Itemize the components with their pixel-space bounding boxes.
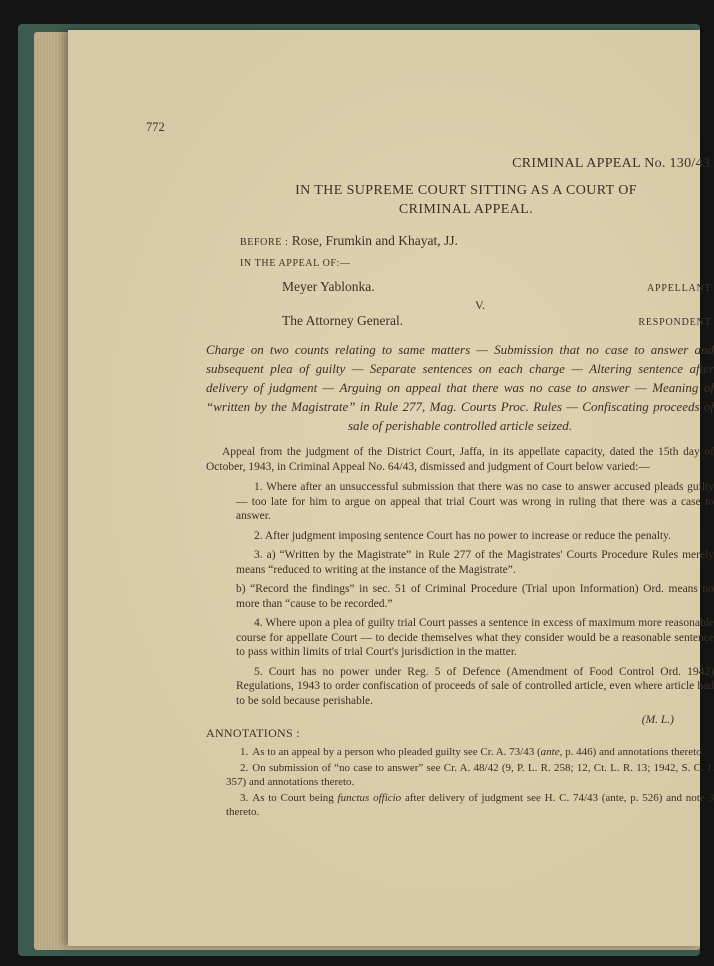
holding-item: 2. After judgment imposing sentence Court has no power to increase or reduce the penalty. <box>254 529 671 542</box>
before-line <box>206 233 714 250</box>
court-title-line2: CRIMINAL APPEAL. <box>398 202 534 217</box>
reporter-initials: (M. L.) <box>641 714 674 726</box>
annotation-italic: functus officio <box>337 792 402 804</box>
holding-item: 1. Where after an unsuccessful submission that there was no case to answer accused pleads guilty — too late for him to argue on appeal that trial Court was wrong in ruling that there was a case to answer. <box>236 481 714 522</box>
versus: V. <box>474 298 486 312</box>
annotations-list <box>206 745 714 819</box>
holding-item: 4. Where upon a plea of guilty trial Court passes a sentence in excess of maximum more reasonable course for appellate Court — to decide themselves what they consider would be a reasonable sentence to pass within limits of trial Court's jurisdiction in the matter. <box>236 617 714 658</box>
page-number: 772 <box>146 120 165 134</box>
annotation-number: 3. <box>240 792 249 804</box>
headnote: Charge on two counts relating to same matters — Submission that no case to answer and subsequent plea of guilty — Separate sentences on each charge — Altering sentence after delivery of judgment — Arguing on appeal that there was no case to answer — Meaning of “written by the Magistrate” in Rule 277, Mag. Courts Proc. Rules — Confiscating proceeds of sale of perishable controlled article seized. <box>206 342 714 433</box>
annotation-number: 1. <box>240 746 249 758</box>
holdings-list <box>206 480 714 708</box>
annotations-heading: ANNOTATIONS : <box>206 726 300 740</box>
annotation-item <box>206 745 714 759</box>
appellant-role: APPELLANT. <box>647 283 714 294</box>
before-label: BEFORE : <box>240 237 289 248</box>
appellant-row <box>206 279 714 296</box>
respondent-row <box>206 313 714 330</box>
holding-item: b) “Record the findings” in sec. 51 of Criminal Procedure (Trial upon Information) Ord. means no more than “cause to be recorded.” <box>236 583 714 610</box>
respondent-role: RESPONDENT. <box>638 317 714 328</box>
annotation-text: As to an appeal by a person who pleaded guilty see Cr. A. 73/43 ( <box>252 746 541 758</box>
summary: Appeal from the judgment of the District Court, Jaffa, in its appellate capacity, dated the 15th day of October, 1943, in Criminal Appeal No. 64/43, dismissed and judgment of Court below varied:— <box>206 446 714 473</box>
holding-item: 3. a) “Written by the Magistrate” in Rule 277 of the Magistrates' Courts Procedure Rules merely means “reduced to writing at the instance of the Magistrate”. <box>236 549 714 576</box>
annotation-italic: ante, <box>540 746 563 758</box>
holding-item: 5. Court has no power under Reg. 5 of Defence (Amendment of Food Control Ord. 1942) Regulations, 1943 to order confiscation of proceeds of sale of controlled article, even where article had to be sold because perishable. <box>236 665 714 707</box>
annotation-text-end: p. 446) and annotations thereto. <box>562 746 705 758</box>
court-title <box>206 181 714 219</box>
appellant-name: Meyer Yablonka. <box>282 279 375 294</box>
respondent-name: The Attorney General. <box>282 313 404 328</box>
annotation-text: On submission of “no case to answer” see Cr. A. 48/42 (9, P. L. R. 258; 12, Ct. L. R. 13; 1942, S. C. J. 357) and annotations thereto. <box>226 762 714 788</box>
book-page <box>68 30 714 946</box>
appeal-of-label: IN THE APPEAL OF:— <box>240 258 351 269</box>
annotation-item <box>206 761 714 789</box>
page-text <box>146 116 714 821</box>
annotation-number: 2. <box>240 762 249 774</box>
judges: Rose, Frumkin and Khayat, JJ. <box>291 233 458 248</box>
annotation-text: As to Court being <box>252 792 338 804</box>
case-number: CRIMINAL APPEAL No. 130/43. <box>512 156 714 171</box>
annotation-item <box>206 791 714 819</box>
annotation-text-end: after delivery of judgment see H. C. 74/43 (ante, p. 526) and note 3 thereto. <box>226 792 714 818</box>
court-title-line1: IN THE SUPREME COURT SITTING AS A COURT OF <box>295 183 637 198</box>
